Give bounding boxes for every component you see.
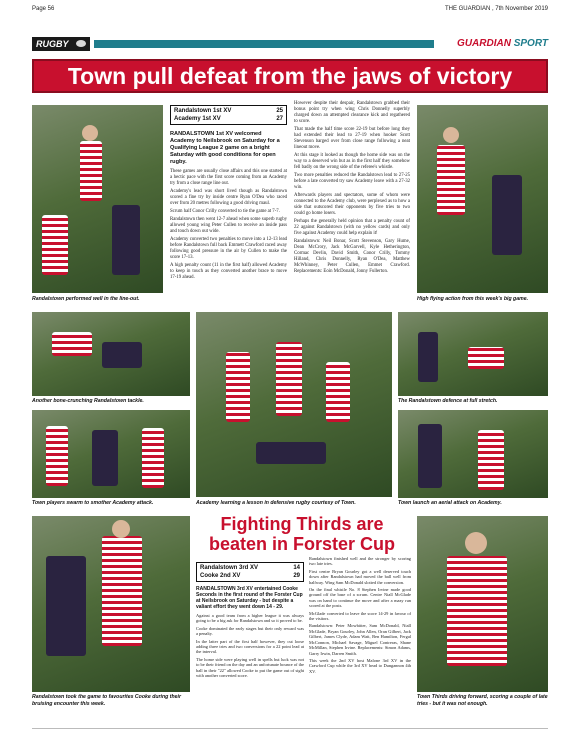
story2-headline-line1: Fighting Thirds are <box>220 514 384 534</box>
score-line-home-2: Randalstown 3rd XV 14 <box>200 565 300 571</box>
caption-bruising: Randalstown took the game to favourites Cooke during their bruising encounter this week. <box>32 694 182 707</box>
score-line-away-2: Cooke 2nd XV 29 <box>200 573 300 579</box>
photo-lesson <box>196 312 392 497</box>
score-line-away: Academy 1st XV 27 <box>174 116 283 122</box>
page-number: Page 56 <box>32 6 55 12</box>
brand-name: GUARDIAN <box>457 38 511 49</box>
story1-body-col2: However despite their despair, Randalstown grabbed their bonus point try when wing Chris Donnelly superbly charged down an attempted clearance kick and regathered to score. That made the half time score 22-19 but before long they had extended their lead to 27-19 when hooker Scott Stevenson barged over from close range following a neat lineout move. At this stage it looked as though the home side was on the way to a deserved win but as in the first half they somehow fell badly on the wrong side of the referee's whistle. Two more penalties reduced the Randalstown lead to 27-25 before a late converted try saw Academy leave with a 27-32 win. Afterwards players and spectators, some of whom were connected to the Academy club, were perplexed as to how a side that outscored their opponents by five tries to two could go home losers. Perhaps the generally held opinion that a penalty count of 22 against Randalstown (with no yellow cards) and only five against Academy could help explain it! Randalstown: Neil Bonar, Scott Stevenson, Gary Hume, Dean McCrory, Jack McGarvell, Kyle Hetherington, Cormac Devlin, David Smith, Conor Crilly, Tommy Hilland, Chris Donnelly, Ryan O'Dea, Matthew McWhinney, Peter Cullen, Emmet Crawford. Replacements: Eoin McDonald, Jonny Fullerton. <box>294 101 410 274</box>
story2-body-col2: Randalstown finished well and the stronger by scoring two late tries. First centre Bryan Gourley got a well deserved touch down after Randalstown had moved the ball well from halfway. Wing Sam McDonald slotted the conversion. On the final whistle No. 8 Stephen Irvine made good ground off the base of a scrum. Centre Niall McGlade was on hand to continue the move and after a mazy run scored at the posts. McGlade converted to leave the score 14-29 in favour of the visitors. Randalstown: Peter Mowbitter, Sam McDonald, Niall McGlade, Bryan Gourley, John Allen, Oran Gilbert, Jack Gilbert, James Clyde, Adam Watt, Ben Hamilton, Fergal McConnon, Michael Savage, Miguel Contreras, Shane McMillan, Stephen Irvine. Replacements: Simon Adams, Garry Irwin, Darren Smith. This week the 2nd XV host Malone 3rd XV in the Crawford Cup while the 3rd XV head to Dungannon 4th XV. <box>309 556 411 674</box>
photo-bruising <box>32 516 190 692</box>
caption-driving: Town Thirds driving forward, scoring a couple of late tries - but it was not enough. <box>417 694 548 707</box>
section-band <box>94 40 434 48</box>
paper-date: THE GUARDIAN , 7th November 2019 <box>444 6 548 12</box>
caption-lesson: Academy learning a lesson in defensive rugby courtesy of Town. <box>196 500 356 506</box>
story1-column-1 <box>170 105 287 283</box>
photo-defence <box>398 312 548 396</box>
brand-section: SPORT <box>513 38 548 49</box>
caption-swarm: Town players swarm to smother Academy attack. <box>32 500 154 506</box>
story2-lede: RANDALSTOWN 3rd XV entertained Cooke Seconds in the first round of the Forster Cup at Neilsbrook on Saturday - but despite a valiant effort they went down 14 - 29. <box>196 586 303 610</box>
section-brand <box>457 37 548 51</box>
score-box <box>170 105 287 125</box>
bottom-rule <box>32 728 548 729</box>
caption-defence: The Randalstown defence at full stretch. <box>398 398 498 404</box>
photo-high-flying <box>417 105 548 293</box>
story2-headline-line2: beaten in Forster Cup <box>208 534 396 554</box>
photo-tackle <box>32 312 190 396</box>
caption-high-flying: High flying action from this week's big game. <box>417 296 529 302</box>
score-box-2 <box>196 562 304 582</box>
section-bar <box>32 37 548 51</box>
story2-body-col1: Against a good team from a higher league it was always going to be a big ask for Randalstown and so it proved to be. Cooke dominated the early stages but their only reward was a penalty. In the latter part of the first half however, they cut loose adding three tries and two conversions for a 22 point lead at the interval. The home side were playing well in spells but luck was not to be their friend on the day and an unfortunate bounce of the ball in their "22" allowed Cooke to put the game out of sight with another converted score. <box>196 613 304 679</box>
photo-swarm <box>32 410 190 498</box>
story1-lede: RANDALSTOWN 1st XV welcomed Academy to Neilsbrook on Saturday for a Qualifying League 2 game on a bright Saturday with good conditions for open rugby. <box>170 131 280 165</box>
rugby-ball-icon <box>76 40 86 47</box>
caption-lineout: Randalstown performed well in the line-out. <box>32 296 140 302</box>
caption-tackle: Another bone-crunching Randalstown tackle. <box>32 398 144 404</box>
story1-body-col1: These games are usually close affairs and this one started at a hectic pace with the first score coming from an Academy try from a close range line out. Academy's lead was short lived though as Randalstown scored a fine try by inside centre Ryan O'Dea who raced over from 20 metres following a good driving maul. Scrum half Conor Crilly converted to tie the game at 7-7. Randalstown then went 12-7 ahead when some superb rugby allowed young wing Peter Cullen to receive an inside pass and touch down out wide. Academy converted two penalties to move into a 12-13 lead before Randalstown full back Emmett Crawford raced away following good pressure in the air by Cullen to make the score 17-13. A high penalty count (11 in the first half) allowed Academy to keep in touch as they converted another brace to move 17-19 ahead. <box>170 169 287 280</box>
story2-headline <box>196 514 408 554</box>
story2-column-1 <box>196 562 304 680</box>
caption-launch: Town launch an aerial attack on Academy. <box>398 500 502 506</box>
story1-column-2 <box>294 101 410 277</box>
photo-lineout <box>32 105 163 293</box>
photo-launch <box>398 410 548 498</box>
section-tab <box>32 37 90 51</box>
section-tab-label: RUGBY <box>36 39 69 49</box>
headline: Town pull defeat from the jaws of victory <box>67 63 513 89</box>
photo-driving <box>417 516 548 692</box>
headline-banner <box>32 59 548 93</box>
score-line-home: Randalstown 1st XV 25 <box>174 108 283 114</box>
story2-column-2 <box>309 556 411 676</box>
